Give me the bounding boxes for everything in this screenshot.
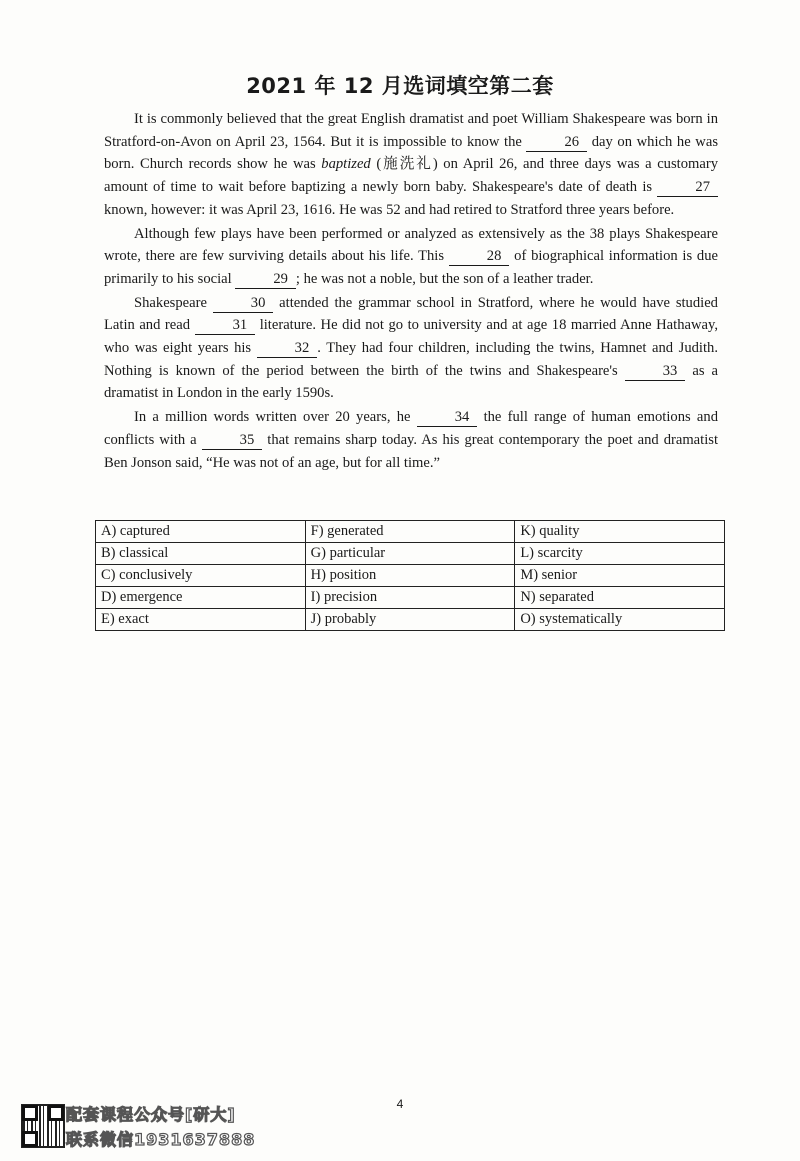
option-j: J) probably: [305, 609, 515, 631]
blank-34: 34: [417, 409, 478, 427]
table-row: [96, 543, 725, 565]
text: (施洗礼) on April 26, and three days was a customary amount of time to wait before baptizing a newly born baby. Shakespeare's date of death is: [104, 156, 718, 196]
promo-text-2: 联系微信1931637888: [66, 1130, 256, 1149]
option-l: L) scarcity: [515, 543, 725, 565]
table-row: [96, 587, 725, 609]
option-a: A) captured: [96, 521, 306, 543]
text: attended the grammar school in Stratford, where he would have studied Latin and read: [104, 294, 718, 334]
paragraph-2: [104, 223, 718, 291]
blank-31: 31: [195, 317, 256, 335]
blank-28: 28: [449, 248, 510, 266]
paragraph-4: [104, 406, 718, 474]
paragraph-3: [104, 292, 718, 406]
table-row: [96, 565, 725, 587]
option-d: D) emergence: [96, 587, 306, 609]
option-k: K) quality: [515, 521, 725, 543]
blank-26: 26: [526, 134, 587, 152]
blank-27: 27: [657, 179, 718, 197]
option-g: G) particular: [305, 543, 515, 565]
paragraph-1: [104, 108, 718, 222]
blank-32: 32: [257, 340, 318, 358]
blank-35: 35: [202, 432, 263, 450]
text: In a million words written over 20 years, he: [134, 409, 417, 426]
text: It is commonly believed that the great English dramatist and poet William Shakespeare was born in Stratford-on-Avon on April 23, 1564. But it is impossible to know the: [104, 111, 718, 150]
page-title: 2021 年 12 月选词填空第二套: [246, 74, 554, 98]
option-e: E) exact: [96, 609, 306, 631]
option-i: I) precision: [305, 587, 515, 609]
qr-code-icon: [21, 1104, 65, 1148]
promo-text-1: 配套课程公众号[研大]: [66, 1105, 236, 1124]
table-row: [96, 521, 725, 543]
italic-term: baptized: [321, 156, 371, 173]
page-number: 4: [396, 1097, 404, 1111]
blank-33: 33: [625, 363, 686, 381]
word-bank-table: [95, 520, 725, 631]
option-f: F) generated: [305, 521, 515, 543]
option-h: H) position: [305, 565, 515, 587]
option-c: C) conclusively: [96, 565, 306, 587]
text: Although few plays have been performed or analyzed as extensively as the 38 plays Shakespeare wrote, there are few surviving details about his life. This: [104, 225, 718, 265]
blank-29: 29: [235, 271, 296, 289]
option-b: B) classical: [96, 543, 306, 565]
text: that remains sharp today. As his great contemporary the poet and dramatist Ben Jonson said, “He was not of an age, but for all time.”: [104, 431, 718, 471]
table-row: [96, 609, 725, 631]
text: of biographical information is due primarily to his social: [104, 248, 718, 287]
text: the full range of human emotions and conflicts with a: [104, 409, 718, 448]
option-o: O) systematically: [515, 609, 725, 631]
text: literature. He did not go to university and at age 18 married Anne Hathaway, who was eight years his: [104, 317, 718, 357]
passage: [104, 108, 718, 475]
blank-30: 30: [213, 295, 274, 313]
text: known, however: it was April 23, 1616. He was 52 and had retired to Stratford three years before.: [104, 201, 675, 218]
text: day on which he was born. Church records show he was: [104, 133, 718, 173]
text: Shakespeare: [134, 294, 213, 311]
option-m: M) senior: [515, 565, 725, 587]
text: . They had four children, including the twins, Hamnet and Judith. Nothing is known of the period between the birth of the twins and Shakespeare's: [104, 340, 718, 379]
option-n: N) separated: [515, 587, 725, 609]
text: as a dramatist in London in the early 1590s.: [104, 362, 718, 402]
text: ; he was not a noble, but the son of a leather trader.: [295, 270, 594, 287]
